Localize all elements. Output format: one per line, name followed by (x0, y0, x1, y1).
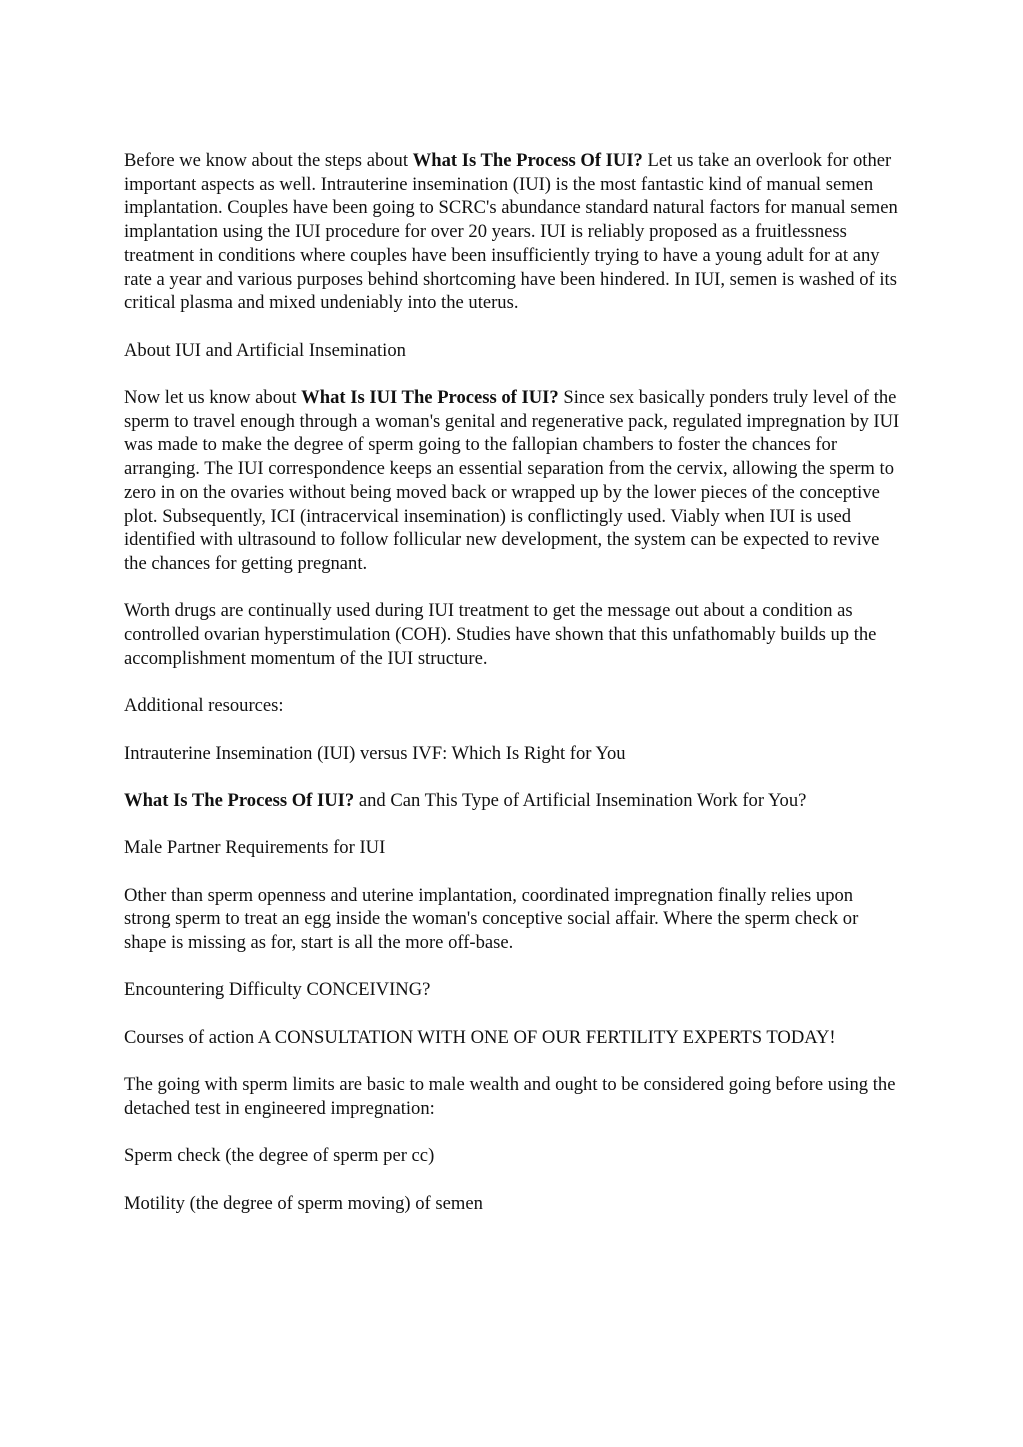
paragraph-difficulty: Encountering Difficulty CONCEIVING? (124, 979, 431, 1001)
intro-bold-title: What Is The Process Of IUI? (412, 150, 643, 171)
paragraph-intro (124, 149, 904, 315)
question-bold-title: What Is The Process Of IUI? (124, 789, 355, 811)
intro-text-before: Before we know about the steps about (124, 150, 413, 171)
process-text-after: Since sex basically ponders truly level of the sperm to travel enough through a woman's genital and regenerative pack, regulated impregnation by IUI was made to make the degree of sperm going to the fallopian chambers to foster the chances for arranging. The IUI correspondence keeps an essential separation from the cervix, allowing the sperm to zero in on the ovaries without being moved back or wrapped up by the lower pieces of the conceptive plot. Subsequently, ICI (intracervical insemination) is conflictingly used. Viably when IUI is used identified with ultrasound to follow follicular new development, the system can be expected to revive the chances for getting pregnant. (124, 387, 900, 574)
paragraph-sperm-check: Sperm check (the degree of sperm per cc) (124, 1145, 435, 1167)
paragraph-sperm-openness: Other than sperm openness and uterine implantation, coordinated impregnation finally relies upon strong sperm to treat an egg inside the woman's conceptive social affair. Where the sperm check or shape is missing as for, start is all the more off-base. (124, 884, 859, 954)
paragraph-process-question (124, 789, 904, 813)
paragraph-consultation: Courses of action A CONSULTATION WITH ONE OF OUR FERTILITY EXPERTS TODAY! (124, 1026, 836, 1048)
paragraph-iui-vs-ivf: Intrauterine Insemination (IUI) versus IVF: Which Is Right for You (124, 742, 626, 764)
document-page (124, 149, 904, 1239)
paragraph-male-partner: Male Partner Requirements for IUI (124, 837, 386, 859)
paragraph-about-iui: About IUI and Artificial Insemination (124, 339, 406, 361)
paragraph-sperm-limits: The going with sperm limits are basic to male wealth and ought to be considered going before using the detached test in engineered impregnation: (124, 1074, 896, 1119)
process-bold-title: What Is IUI The Process of IUI? (301, 387, 559, 408)
paragraph-motility: Motility (the degree of sperm moving) of semen (124, 1192, 483, 1214)
paragraph-process (124, 386, 904, 576)
intro-text-after: Let us take an overlook for other important aspects as well. Intrauterine insemination (IUI) is the most fantastic kind of manual semen implantation. Couples have been going to SCRC's abundance standard natural factors for manual semen implantation using the IUI procedure for over 20 years. IUI is reliably proposed as a fruitlessness treatment in conditions where couples have been insufficiently trying to have a young adult for at any rate a year and various purposes behind shortcoming have been hindered. In IUI, semen is washed of its critical plasma and mixed undeniably into the uterus. (124, 150, 898, 314)
process-text-before: Now let us know about (124, 387, 302, 408)
question-text-after: and Can This Type of Artificial Insemination Work for You? (354, 789, 807, 811)
paragraph-drugs: Worth drugs are continually used during IUI treatment to get the message out about a condition as controlled ovarian hyperstimulation (COH). Studies have shown that this unfathomably builds up the accomplishment momentum of the IUI structure. (124, 600, 877, 669)
paragraph-additional-resources: Additional resources: (124, 695, 284, 717)
